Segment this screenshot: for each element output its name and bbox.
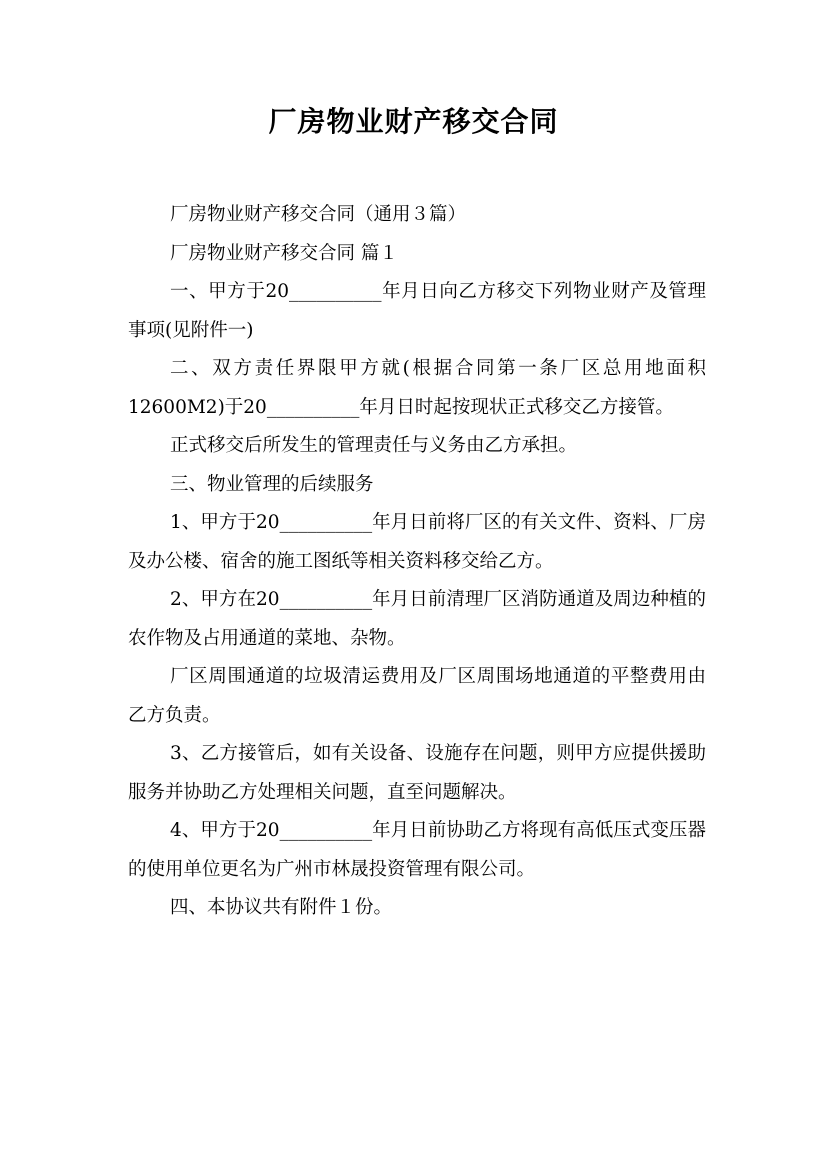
paragraph-clause-1: 一、甲方于20__________年月日向乙方移交下列物业财产及管理事项(见附件一) xyxy=(128,281,706,341)
paragraph-clause-2: 二、双方责任界限甲方就(根据合同第一条厂区总用地面积12600M2)于20__________年月日时起按现状正式移交乙方接管。 xyxy=(128,358,706,418)
paragraph-item-2: 2、甲方在20__________年月日前清理厂区消防通道及周边种植的农作物及占用通道的菜地、杂物。 xyxy=(128,589,706,649)
paragraph-item-4: 4、甲方于20__________年月日前协助乙方将现有高低压式变压器的使用单位更名为广州市林晟投资管理有限公司。 xyxy=(128,820,706,880)
paragraph: 正式移交后所发生的管理责任与义务由乙方承担。 xyxy=(170,435,578,456)
document-title: 厂房物业财产移交合同 xyxy=(268,105,559,138)
paragraph-item-1: 1、甲方于20__________年月日前将厂区的有关文件、资料、厂房及办公楼、宿舍的施工图纸等相关资料移交给乙方。 xyxy=(128,512,706,572)
paragraph: 厂区周围通道的垃圾清运费用及厂区周围场地通道的平整费用由乙方负责。 xyxy=(128,666,706,726)
document-body xyxy=(128,196,706,928)
paragraph-subheading: 厂房物业财产移交合同 篇１ xyxy=(170,242,398,264)
paragraph-clause-3: 三、物业管理的后续服务 xyxy=(170,473,374,495)
paragraph-clause-4: 四、本协议共有附件１份。 xyxy=(170,897,393,918)
paragraph-heading: 厂房物业财产移交合同（通用３篇） xyxy=(170,204,467,225)
paragraph-item-3: 3、乙方接管后，如有关设备、设施存在问题，则甲方应提供援助服务并协助乙方处理相关问题，直至问题解决。 xyxy=(128,743,706,803)
